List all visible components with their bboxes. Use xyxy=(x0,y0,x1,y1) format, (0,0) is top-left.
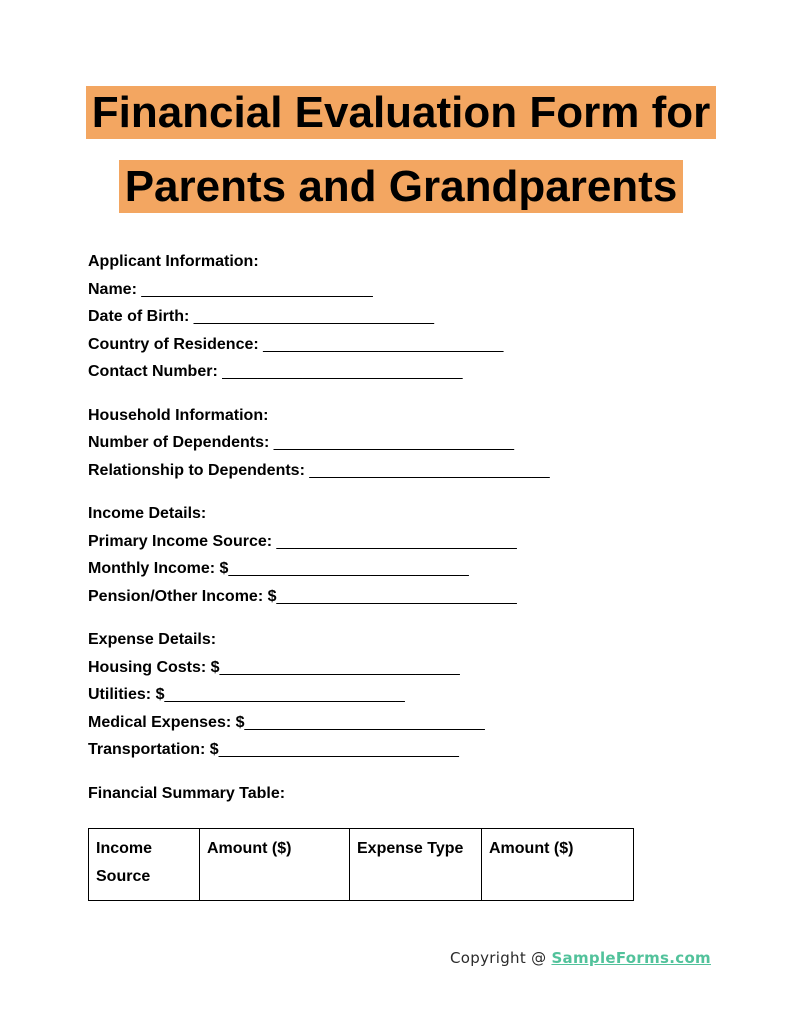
field-utilities xyxy=(88,681,714,709)
field-label: Monthly Income: $ xyxy=(88,560,229,577)
field-label: Date of Birth: xyxy=(88,308,190,325)
form-body xyxy=(88,248,714,901)
field-contact-number xyxy=(88,358,714,386)
field-blank: ___________________________ xyxy=(219,658,460,676)
field-medical-expenses xyxy=(88,709,714,737)
table-header-expense-type: Expense Type xyxy=(350,829,482,901)
field-country-of-residence xyxy=(88,331,714,359)
field-blank: ___________________________ xyxy=(272,532,517,550)
field-blank: ___________________________ xyxy=(304,461,550,479)
footer xyxy=(0,947,802,969)
field-blank: ___________________________ xyxy=(217,363,463,380)
field-blank: ___________________________ xyxy=(269,434,515,451)
field-label: Relationship to Dependents: xyxy=(88,461,305,479)
field-label: Primary Income Source: xyxy=(88,532,273,550)
section-income-details xyxy=(88,500,714,610)
field-label: Medical Expenses: $ xyxy=(88,713,245,731)
section-expense-details xyxy=(88,626,714,764)
section-heading-financial-summary-table: Financial Summary Table: xyxy=(88,784,286,802)
field-blank: ___________________________ xyxy=(244,713,485,731)
section-heading-income-details: Income Details: xyxy=(88,505,207,522)
field-label: Contact Number: xyxy=(88,363,218,380)
field-label: Transportation: $ xyxy=(88,741,219,758)
field-label: Pension/Other Income: $ xyxy=(88,587,277,605)
section-heading-household-information: Household Information: xyxy=(88,406,269,424)
form-title xyxy=(0,86,802,213)
section-applicant-information xyxy=(88,248,714,386)
form-title-line-2: Parents and Grandparents xyxy=(119,160,684,213)
field-primary-income-source xyxy=(88,528,714,556)
field-name xyxy=(88,276,714,304)
form-title-line-1: Financial Evaluation Form for xyxy=(86,86,717,139)
section-household-information xyxy=(88,402,714,485)
field-blank: __________________________ xyxy=(136,280,373,298)
table-header-amount-income: Amount ($) xyxy=(200,829,350,901)
field-pension-other-income xyxy=(88,583,714,611)
section-financial-summary xyxy=(88,780,714,902)
field-housing-costs xyxy=(88,654,714,682)
table-header-income-source: Income Source xyxy=(89,829,200,901)
sampleforms-link[interactable]: SampleForms.com xyxy=(551,949,711,967)
field-blank: ___________________________ xyxy=(164,686,405,703)
field-label: Name: xyxy=(88,280,137,298)
field-date-of-birth xyxy=(88,303,714,331)
field-blank: ___________________________ xyxy=(218,741,459,758)
field-label: Country of Residence: xyxy=(88,335,259,353)
field-number-of-dependents xyxy=(88,429,714,457)
field-label: Housing Costs: $ xyxy=(88,658,220,676)
field-label: Utilities: $ xyxy=(88,686,165,703)
field-blank: ___________________________ xyxy=(258,335,504,353)
financial-summary-table xyxy=(88,828,634,901)
field-blank: ___________________________ xyxy=(276,587,517,605)
table-header-amount-expense: Amount ($) xyxy=(482,829,634,901)
section-heading-applicant-information: Applicant Information: xyxy=(88,253,259,270)
field-monthly-income xyxy=(88,555,714,583)
section-heading-expense-details: Expense Details: xyxy=(88,631,217,648)
field-blank: ___________________________ xyxy=(189,308,435,325)
table-header-row xyxy=(89,829,634,901)
copyright-text: Copyright @ xyxy=(450,949,552,967)
field-transportation xyxy=(88,736,714,764)
field-relationship-to-dependents xyxy=(88,457,714,485)
field-label: Number of Dependents: xyxy=(88,434,270,451)
field-blank: ___________________________ xyxy=(228,560,469,577)
